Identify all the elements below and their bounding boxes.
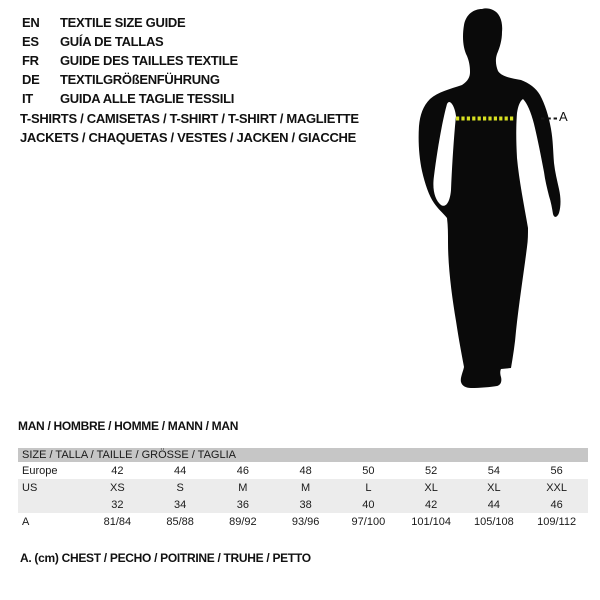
size-table — [18, 448, 588, 530]
cell: XXL — [546, 481, 568, 494]
language-code: FR — [22, 53, 39, 68]
language-code: DE — [22, 72, 40, 87]
cell: S — [176, 481, 184, 494]
table-row-chest — [18, 513, 588, 530]
cell: 46 — [550, 498, 563, 511]
language-row-it — [22, 89, 238, 108]
cell: 85/88 — [166, 515, 194, 528]
cell: 54 — [487, 464, 500, 477]
cell: 32 — [111, 498, 124, 511]
table-row-us — [18, 479, 588, 496]
cell: 97/100 — [351, 515, 386, 528]
language-row-de — [22, 70, 238, 89]
cell: 44 — [487, 498, 500, 511]
cell: 101/104 — [411, 515, 451, 528]
language-row-es — [22, 32, 238, 51]
cell: 109/112 — [537, 515, 577, 528]
cell: 105/108 — [473, 515, 514, 528]
language-label: GUÍA DE TALLAS — [60, 34, 164, 49]
cell: 40 — [362, 498, 375, 511]
language-label: GUIDE DES TAILLES TEXTILE — [60, 53, 238, 68]
cell: 42 — [425, 498, 438, 511]
cell: XS — [110, 481, 125, 494]
category-tshirts: T-SHIRTS / CAMISETAS / T-SHIRT / T-SHIRT / MAGLIETTE — [20, 111, 359, 126]
row-label: A — [22, 515, 30, 528]
cell: 56 — [550, 464, 563, 477]
language-row-fr — [22, 51, 238, 70]
cell: M — [301, 481, 311, 494]
cell: 42 — [111, 464, 124, 477]
category-jackets: JACKETS / CHAQUETAS / VESTES / JACKEN / GIACCHE — [20, 130, 356, 145]
cell: 93/96 — [291, 515, 320, 528]
cell: M — [238, 481, 248, 494]
section-title: MAN / HOMBRE / HOMME / MANN / MAN — [18, 419, 239, 433]
measure-label-a: A — [559, 109, 569, 124]
cell: 44 — [174, 464, 187, 477]
cell: XL — [487, 481, 501, 494]
cell: 52 — [425, 464, 438, 477]
cell: 48 — [299, 464, 312, 477]
language-code: ES — [22, 34, 39, 49]
language-code: EN — [22, 15, 40, 30]
measurement-footnote: A. (cm) CHEST / PECHO / POITRINE / TRUHE / PETTO — [20, 551, 311, 565]
cell: 38 — [299, 498, 312, 511]
size-table-header: SIZE / TALLA / TAILLE / GRÖSSE / TAGLIA — [18, 448, 588, 462]
cell: 50 — [362, 464, 375, 477]
row-label: Europe — [22, 464, 58, 477]
cell: 36 — [236, 498, 249, 511]
cell: 34 — [174, 498, 187, 511]
language-code: IT — [22, 91, 33, 106]
language-label: TEXTILGRÖßENFÜHRUNG — [60, 72, 220, 87]
garment-categories — [20, 109, 359, 147]
language-label: TEXTILE SIZE GUIDE — [60, 15, 186, 30]
table-row-us-numeric — [18, 496, 588, 513]
language-label: GUIDA ALLE TAGLIE TESSILI — [60, 91, 235, 106]
cell: 89/92 — [229, 515, 257, 528]
table-row-europe — [18, 462, 588, 479]
cell: 46 — [236, 464, 249, 477]
cell: L — [365, 481, 372, 494]
cell: XL — [424, 481, 438, 494]
man-silhouette — [398, 5, 582, 395]
language-row-en — [22, 13, 238, 32]
cell: 81/84 — [103, 515, 132, 528]
row-label: US — [22, 481, 38, 494]
size-table-header-row — [18, 448, 588, 462]
language-list — [22, 13, 238, 108]
row-label — [18, 496, 86, 513]
